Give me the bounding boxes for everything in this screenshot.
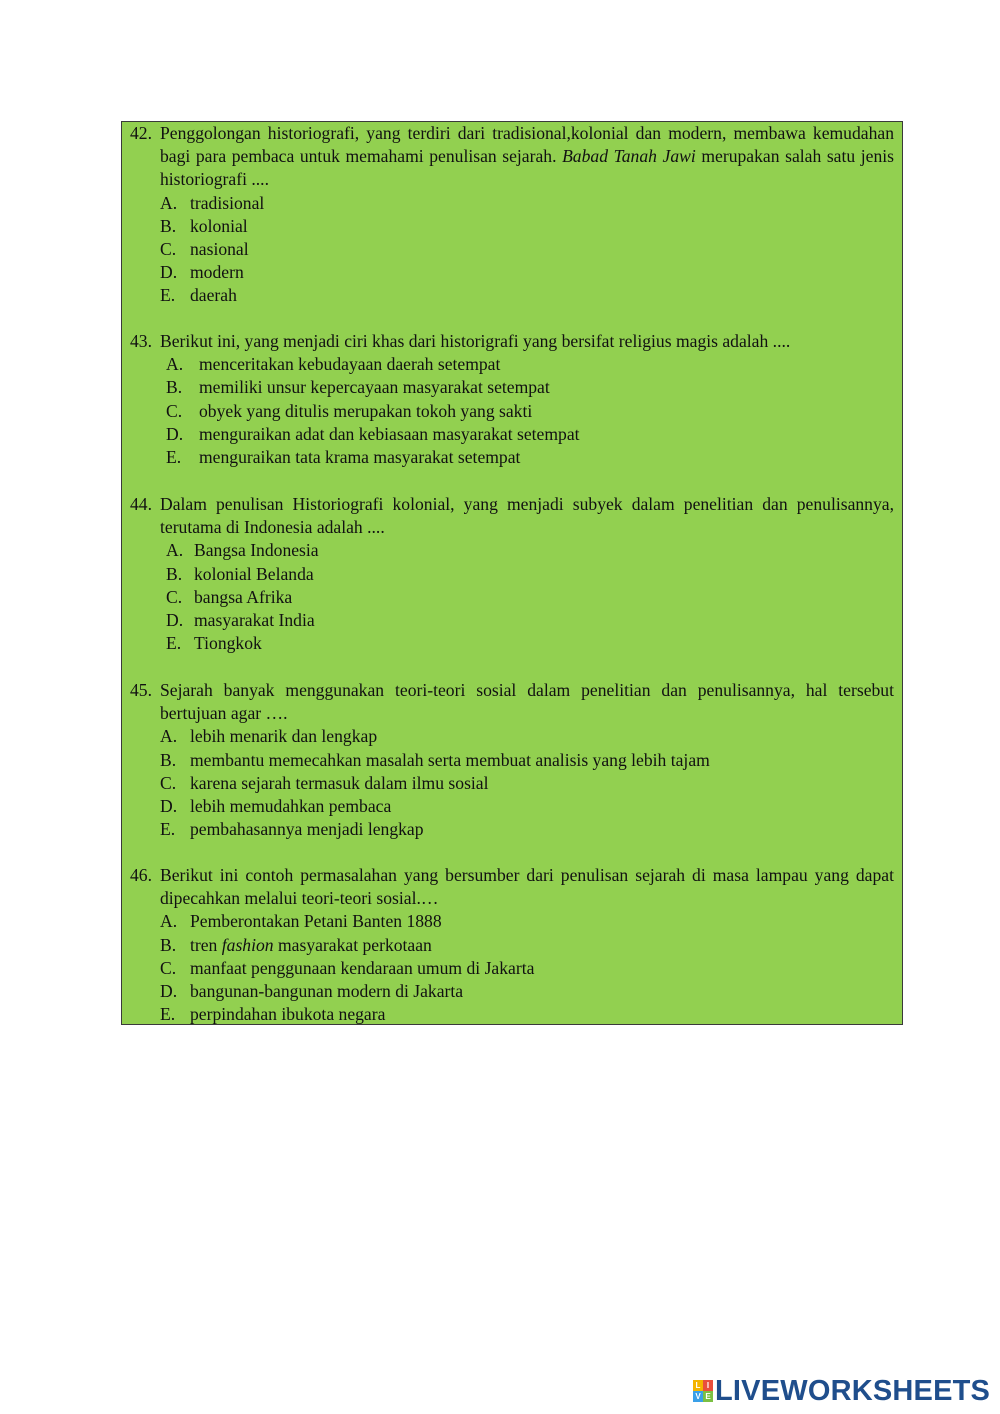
question-text: Sejarah banyak menggunakan teori-teori sosial dalam penelitian dan penulisannya, hal tersebut bertujuan agar …. (160, 680, 894, 724)
question-text: Dalam penulisan Historiografi kolonial, yang menjadi subyek dalam penelitian dan penulisannya, terutama di Indonesia adalah .... (160, 494, 894, 538)
question-number: 43. (130, 331, 152, 351)
option-e[interactable]: E. perpindahan ibukota negara (160, 1004, 386, 1025)
option-a[interactable]: A. tradisional (160, 192, 265, 213)
option-b[interactable]: B. tren fashion masyarakat perkotaan (160, 934, 432, 955)
option-a[interactable]: A. Pemberontakan Petani Banten 1888 (160, 911, 442, 932)
question-text: Penggolongan historiografi, yang terdiri dari tradisional,kolonial dan modern, membawa kemudahan bagi para pembaca untuk memahami penulisan sejarah. Babad Tanah Jawi merupakan salah satu jenis historiografi .... (160, 123, 894, 190)
question-number: 46. (130, 865, 152, 885)
option-c[interactable]: C. karena sejarah termasuk dalam ilmu sosial (160, 772, 489, 793)
question-45 (130, 679, 894, 841)
question-text: Berikut ini contoh permasalahan yang bersumber dari penulisan sejarah di masa lampau yang dapat dipecahkan melalui teori-teori sosial.… (160, 865, 894, 909)
option-b[interactable]: B. membantu memecahkan masalah serta membuat analisis yang lebih tajam (160, 749, 710, 770)
option-b[interactable]: B. memiliki unsur kepercayaan masyarakat setempat (166, 377, 550, 398)
liveworksheets-logo-icon: L I V E (693, 1380, 713, 1402)
option-d[interactable]: D. bangunan-bangunan modern di Jakarta (160, 981, 464, 1002)
option-d[interactable]: D. masyarakat India (166, 610, 315, 631)
option-c[interactable]: C. manfaat penggunaan kendaraan umum di Jakarta (160, 957, 535, 978)
question-number: 45. (130, 680, 152, 700)
liveworksheets-logo (693, 1375, 990, 1407)
option-e[interactable]: E. daerah (160, 285, 237, 306)
option-d[interactable]: D. menguraikan adat dan kebiasaan masyarakat setempat (166, 423, 580, 444)
worksheet-panel (121, 121, 903, 1025)
option-b[interactable]: B. kolonial Belanda (166, 563, 314, 584)
option-e[interactable]: E. menguraikan tata krama masyarakat setempat (166, 447, 521, 468)
option-b[interactable]: B. kolonial (160, 215, 248, 236)
option-e[interactable]: E. Tiongkok (166, 633, 262, 654)
option-a[interactable]: A. Bangsa Indonesia (166, 540, 319, 561)
option-c[interactable]: C. obyek yang ditulis merupakan tokoh yang sakti (166, 400, 533, 421)
question-43 (130, 330, 894, 469)
question-42 (130, 122, 894, 308)
option-a[interactable]: A. menceritakan kebudayaan daerah setempat (166, 354, 501, 375)
option-c[interactable]: C. bangsa Afrika (166, 586, 293, 607)
liveworksheets-logo-text: LIVEWORKSHEETS (715, 1374, 991, 1407)
question-44 (130, 493, 894, 655)
question-number: 44. (130, 494, 152, 514)
question-text: Berikut ini, yang menjadi ciri khas dari historigrafi yang bersifat religius magis adalah .... (160, 331, 791, 351)
option-c[interactable]: C. nasional (160, 239, 249, 260)
option-d[interactable]: D. modern (160, 262, 244, 283)
question-number: 42. (130, 123, 152, 143)
option-d[interactable]: D. lebih memudahkan pembaca (160, 796, 392, 817)
question-46 (130, 864, 894, 1026)
option-e[interactable]: E. pembahasannya menjadi lengkap (160, 819, 424, 840)
option-a[interactable]: A. lebih menarik dan lengkap (160, 726, 378, 747)
